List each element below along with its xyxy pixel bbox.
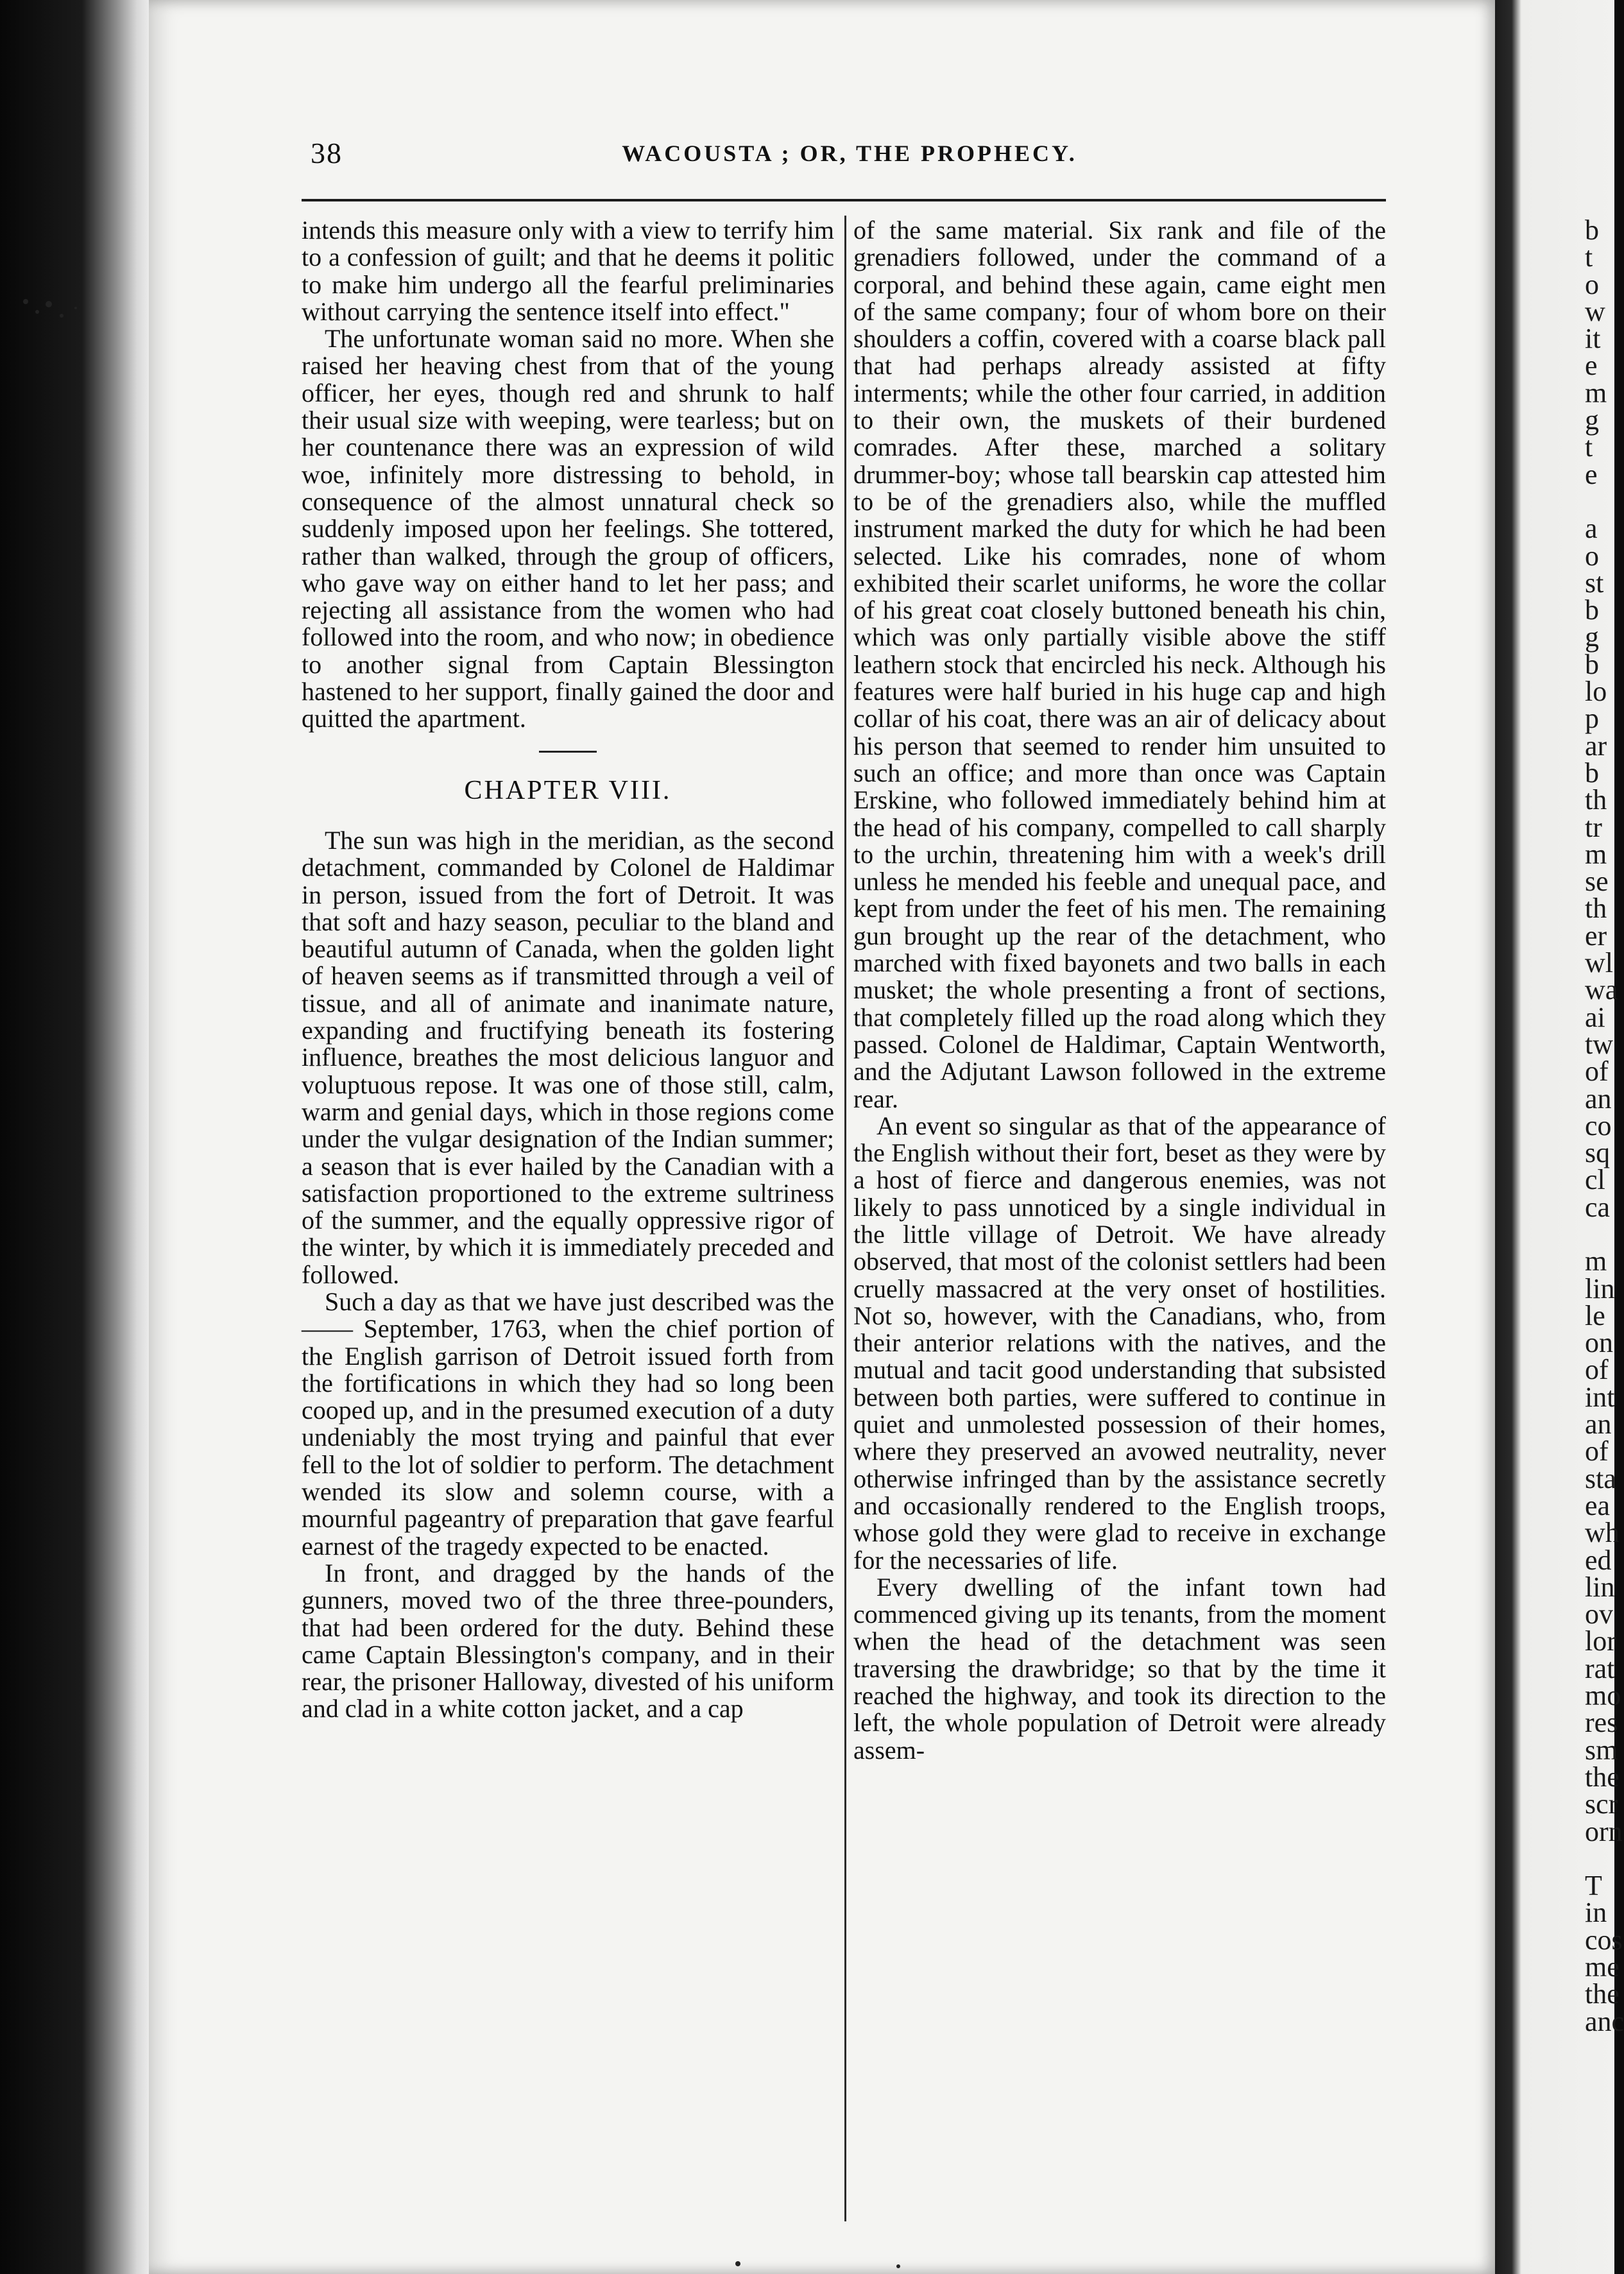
paragraph: intends this measure only with a view to terrify him to a confession of guilt; and that he deems it politic to make him undergo all the fearful preliminaries without carrying the sentence itself into effect." xyxy=(302,216,834,326)
paragraph: The unfortunate woman said no more. When she raised her heaving chest from that of the young officer, her eyes, though red and shrunk to half their usual size with weeping, were tearless; but on her countenance there was an expression of wild woe, infinitely more distressing to behold, in consequence of the almost unnatural check so suddenly imposed upon her feelings. She tottered, rather than walked, through the group of officers, who gave way on either hand to let her pass; and rejecting all assistance from the women who had followed into the room, and who now; in obedience to another signal from Captain Blessington hastened to her support, finally gained the door and quitted the apartment. xyxy=(302,324,834,733)
facing-page-fragments: b t o w it e m g t e a o st b g b lo p ar b th tr m se th er wl wa ai tw of an co sq cl ca m lin le on of int an of sta ea wh ed lin ov lor rat mo res sm the scr orn T in cos me the anc xyxy=(1585,214,1624,2037)
paragraph: An event so singular as that of the appearance of the English without their fort, beset as they were by a host of fierce and dangerous enemies, was not likely to pass unnoticed by a single individual in the little village of Detroit. We have already observed, that most of the colonist settlers had been cruelly massacred at the very onset of hostilities. Not so, however, with the Canadians, who, from their anterior relations with the natives, and the mutual and tacit good understanding that subsisted between both parties, were suffered to continue in quiet and unmolested possession of their homes, where they preserved an avowed neutrality, never otherwise infringed than by the assistance secretly and occasionally rendered to the English troops, whose gold they were glad to receive in exchange for the necessaries of life. xyxy=(853,1111,1386,1575)
paragraph: In front, and dragged by the hands of the gunners, moved two of the three three-pounders, that had been ordered for the duty. Behind these came Captain Blessington's company, and in their rear, the prisoner Halloway, divested of his uniform and clad in a white cotton jacket, and a cap xyxy=(302,1558,834,1723)
running-head: WACOUSTA ; OR, THE PROPHECY. xyxy=(622,141,1077,166)
paragraph: of the same material. Six rank and file of the grenadiers followed, under the command of a corporal, and behind these again, came eight men of the same company; four of whom bore on their shoulders a coffin, covered with a coarse black pall that had perhaps already assisted at fifty interments; while the other four carried, in addition to their own, the muskets of their burdened comrades. After these, marched a solitary drummer-boy; whose tall bearskin cap attested him to be of the grenadiers also, while the muffled instrument marked the duty for which he had been selected. Like his comrades, none of whom exhibited their scarlet uniforms, he wore the collar of his great coat closely buttoned beneath his chin, which was only partially visible above the stiff leathern stock that encircled his neck. Although his features were half buried in his huge cap and high collar of his coat, there was an air of delicacy about his person that seemed to render him unsuited to such an office; and more than once was Captain Erskine, who followed immediately behind him at the head of his company, compelled to call sharply to the urchin, threatening him with a week's drill unless he mended his feeble and unequal pace, and kept from under the feet of his men. The remaining gun brought up the rear of the detachment, who marched with fixed bayonets and two balls in each musket; the whole presenting a front of sections, that completely filled up the road along which they passed. Colonel de Haldimar, Captain Wentworth, and the Adjutant Lawson followed in the extreme rear. xyxy=(853,216,1386,1113)
chapter-title: CHAPTER VIII. xyxy=(464,775,672,805)
paragraph: Such a day as that we have just described was the —— September, 1763, when the chief portion of the English garrison of Detroit issued forth from the fortifications in which they had so long been cooped up, and in the presumed execution of a duty undeniably the most trying and painful that ever fell to the lot of soldier to perform. The detachment wended its slow and solemn course, with a mournful pageantry of preparation that gave fearful earnest of the tragedy expected to be enacted. xyxy=(302,1287,834,1560)
paragraph: Every dwelling of the infant town had commenced giving up its tenants, from the moment when the head of the detachment was seen traversing the drawbridge; so that by the time it reached the highway, and took its direction to the left, the whole population of Detroit were already assem- xyxy=(853,1572,1386,1765)
page-number: 38 xyxy=(311,137,343,169)
paragraph: The sun was high in the meridian, as the second detachment, commanded by Colonel de Haldimar in person, issued from the fort of Detroit. It was that soft and hazy season, peculiar to the bland and beautiful autumn of Canada, when the golden light of heaven seems as if transmitted through a veil of tissue, and all of animate and inanimate nature, expanding and fructifying beneath its fostering influence, breathes the most delicious languor and voluptuous repose. It was one of those still, calm, warm and genial days, which in those regions come under the vulgar designation of the Indian summer; a season that is ever hailed by the Canadian with a satisfaction proportioned to the extreme sultriness of the summer, and the equally oppressive rigor of the winter, by which it is immediately preceded and followed. xyxy=(302,825,834,1289)
